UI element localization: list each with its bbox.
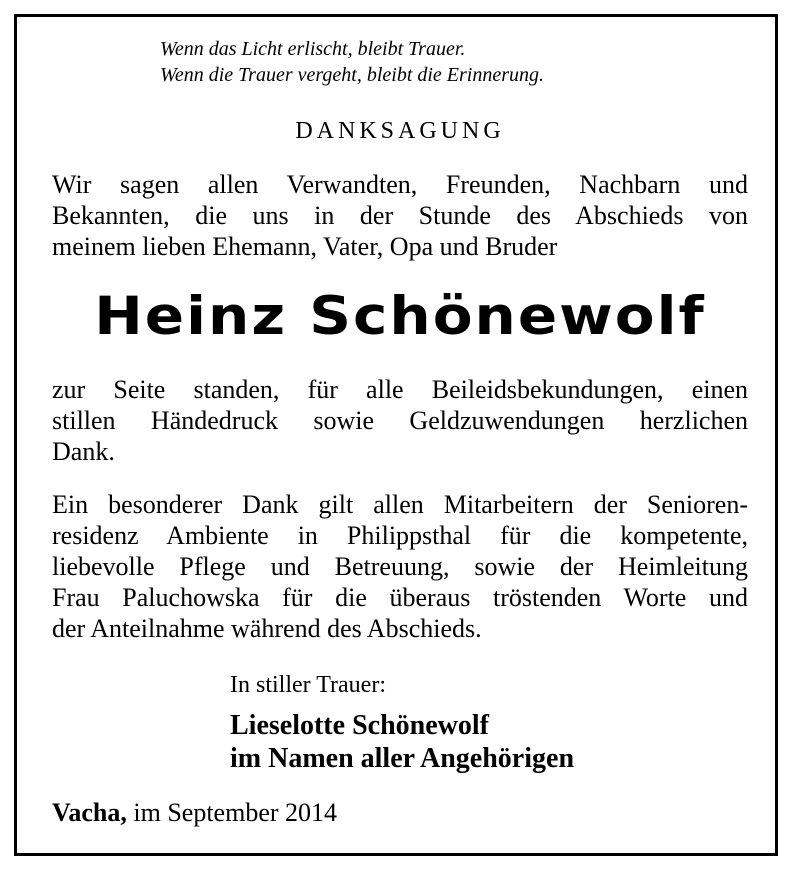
paragraph-3-line: liebevolle Pflege und Betreuung, sowie der Heimleitung	[52, 552, 748, 581]
deceased-name: Heinz Schönewolf	[94, 285, 706, 347]
paragraph-2-line: stillen Händedruck sowie Geldzuwendungen herzlichen	[52, 406, 748, 435]
paragraph-2	[52, 374, 748, 467]
paragraph-3-line: der Anteilnahme während des Abschieds.	[52, 614, 482, 643]
paragraph-3-line: residenz Ambiente in Philippsthal für die kompetente,	[52, 521, 748, 550]
paragraph-1-line: Bekannten, die uns in der Stunde des Abschieds von	[52, 201, 748, 230]
signature-intro: In stiller Trauer:	[230, 672, 386, 698]
paragraph-3-line: Ein besonderer Dank gilt allen Mitarbeitern der Senioren-	[52, 490, 748, 519]
paragraph-3	[52, 489, 748, 644]
motto-line-2: Wenn die Trauer vergeht, bleibt die Erinnerung.	[160, 64, 545, 86]
signers	[230, 709, 574, 775]
paragraph-1-line: meinem lieben Ehemann, Vater, Opa und Bruder	[52, 232, 558, 261]
place: Vacha,	[52, 798, 127, 827]
paragraph-2-line: zur Seite standen, für alle Beileidsbekundungen, einen	[52, 375, 748, 404]
heading: DANKSAGUNG	[295, 118, 505, 144]
paragraph-1-line: Wir sagen allen Verwandten, Freunden, Nachbarn und	[52, 170, 748, 199]
date: im September 2014	[133, 798, 338, 827]
motto-line-1: Wenn das Licht erlischt, bleibt Trauer.	[160, 38, 466, 60]
paragraph-3-line: Frau Paluchowska für die überaus tröstenden Worte und	[52, 583, 748, 612]
motto	[160, 36, 544, 88]
paragraph-1	[52, 169, 748, 262]
signer-name: Lieselotte Schönewolf	[230, 710, 489, 741]
paragraph-2-line: Dank.	[52, 437, 115, 466]
signer-note: im Namen aller Angehörigen	[230, 743, 575, 774]
place-date	[52, 798, 337, 828]
